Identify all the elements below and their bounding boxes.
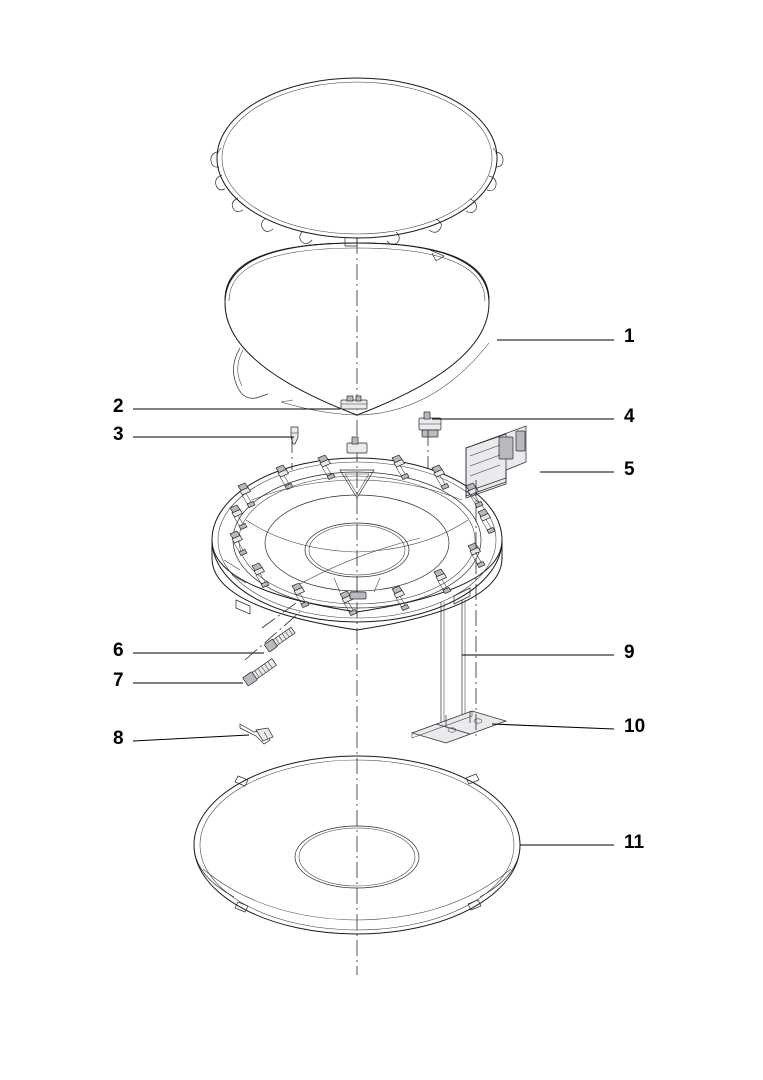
- rod-9: [441, 600, 465, 726]
- callout-label-3[interactable]: 3: [113, 424, 124, 445]
- callout-label-5[interactable]: 5: [624, 459, 635, 480]
- callout-label-6[interactable]: 6: [113, 640, 124, 661]
- clip-8: [240, 724, 273, 744]
- callout-label-8[interactable]: 8: [113, 728, 124, 749]
- clamp-4: [419, 412, 441, 437]
- top-cover-disc: [211, 78, 503, 246]
- callout-label-9[interactable]: 9: [624, 642, 635, 663]
- leader-lines: [133, 340, 614, 845]
- callout-label-2[interactable]: 2: [113, 396, 124, 417]
- callout-label-1[interactable]: 1: [624, 326, 635, 347]
- bolt-7: [243, 658, 277, 686]
- callout-label-11[interactable]: 11: [624, 832, 645, 853]
- callout-label-7[interactable]: 7: [113, 670, 124, 691]
- callout-label-10[interactable]: 10: [624, 716, 646, 737]
- fastener-small-2: [341, 396, 367, 409]
- foot-bracket-10: [412, 711, 506, 743]
- callout-label-4[interactable]: 4: [624, 406, 635, 427]
